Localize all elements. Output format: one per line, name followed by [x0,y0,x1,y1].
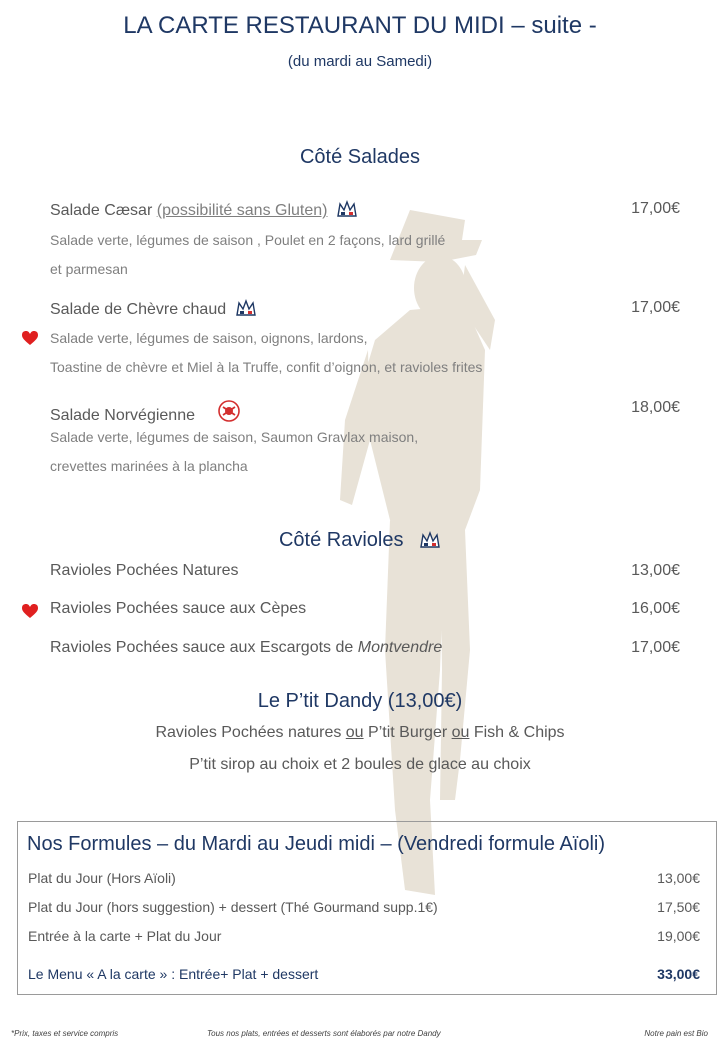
footer-right: Notre pain est Bio [644,1029,708,1038]
dish-price: 17,00€ [631,299,680,316]
footer-center: Tous nos plats, entrées et desserts sont élaborés par notre Dandy [207,1029,441,1038]
fait-maison-icon [235,299,257,317]
fait-maison-red-icon [217,399,241,423]
section-heading-salades: Côté Salades [299,146,421,168]
dish-description: Salade verte, légumes de saison, oignons, lardons, Toastine de chèvre et Miel à la Truffe, confit d’oignon, et ravioles frites [50,330,483,375]
dish-description: Salade verte, légumes de saison, Saumon Gravlax maison, crevettes marinées à la plancha [50,429,419,474]
fait-maison-icon [419,531,441,549]
section-heading-dandy: Le P’tit Dandy (13,00€) [257,690,463,712]
dish-price: 17,00€ [631,200,680,217]
dish-price: 13,00€ [631,562,680,579]
footer-left: *Prix, taxes et service compris [11,1029,119,1038]
formules-heading: Nos Formules – du Mardi au Jeudi midi – (Vendredi formule Aïoli) [27,833,606,855]
dish-price: 17,00€ [631,639,680,656]
dandy-line-2: P’tit sirop au choix et 2 boules de glace au choix [189,756,531,773]
formule-menu-row: Le Menu « A la carte » : Entrée+ Plat + dessert 33,00€ [28,966,700,982]
dish-price: 18,00€ [631,399,680,416]
dish-price: 16,00€ [631,600,680,617]
dish-description: Salade verte, légumes de saison , Poulet en 2 façons, lard grillé et parmesan [50,232,446,277]
dish-name: Salade Cæsar (possibilité sans Gluten) [50,200,358,220]
formule-row: Plat du Jour (Hors Aïoli) 13,00€ [28,870,700,886]
dandy-line-1: Ravioles Pochées natures ou P’tit Burger ou Fish & Chips [155,724,565,741]
dish-name: Ravioles Pochées Natures [50,562,239,579]
dish-name: Ravioles Pochées sauce aux Escargots de Montvendre [50,639,443,656]
fait-maison-icon [336,200,358,218]
dish-note: (possibilité sans Gluten) [156,202,328,219]
heart-icon [21,603,39,619]
dish-name: Salade de Chèvre chaud [50,299,257,319]
heart-icon [21,330,39,346]
section-heading-ravioles: Côté Ravioles [0,529,720,552]
dandy-silhouette [290,200,530,910]
formule-row: Entrée à la carte + Plat du Jour 19,00€ [28,928,700,944]
dish-name: Ravioles Pochées sauce aux Cèpes [50,600,307,617]
page-title: LA CARTE RESTAURANT DU MIDI – suite - [123,12,597,39]
dish-name: Salade Norvégienne [50,399,241,425]
page-subtitle: (du mardi au Samedi) [287,53,433,70]
formule-row: Plat du Jour (hors suggestion) + dessert (Thé Gourmand supp.1€) 17,50€ [28,899,700,915]
